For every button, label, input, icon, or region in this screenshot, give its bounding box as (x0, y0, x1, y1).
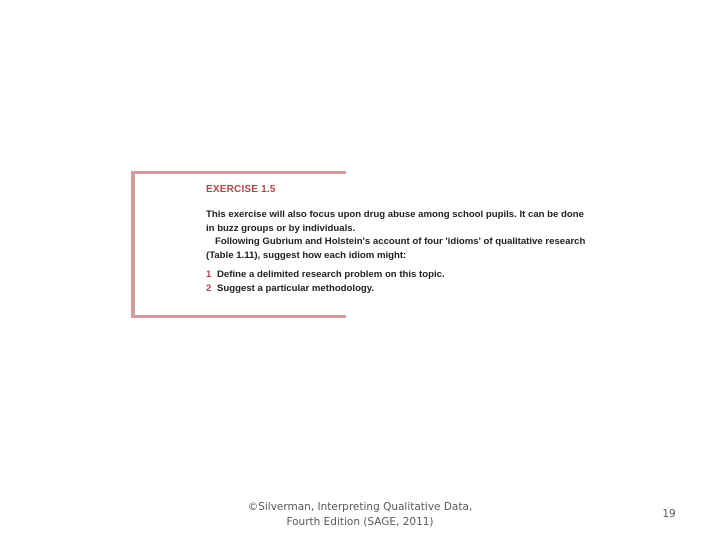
exercise-frame-top (131, 171, 346, 174)
exercise-body (206, 208, 591, 295)
task-text: Define a delimited research problem on this topic. (217, 269, 445, 280)
task-number: 2 (206, 282, 212, 294)
footer-citation (230, 500, 490, 530)
task-item (206, 282, 591, 296)
exercise-box (131, 171, 591, 318)
exercise-paragraph-1: This exercise will also focus upon drug abuse among school pupils. It can be done in buzz groups or by individuals. (206, 209, 584, 234)
citation-line-2: Fourth Edition (SAGE, 2011) (286, 516, 434, 528)
exercise-title: EXERCISE 1.5 (206, 184, 276, 195)
task-item (206, 268, 591, 282)
exercise-paragraph-2: Following Gubrium and Holstein's account of four 'idioms' of qualitative research (Table 1.11), suggest how each idiom might: (206, 236, 586, 261)
task-list (206, 268, 591, 295)
page-number: 19 (662, 508, 676, 520)
citation-line-1: ©Silverman, Interpreting Qualitative Data, (247, 501, 473, 513)
task-text: Suggest a particular methodology. (217, 282, 375, 294)
exercise-frame-bottom (131, 315, 346, 318)
exercise-frame-left (131, 171, 135, 318)
task-number: 1 (206, 269, 212, 280)
